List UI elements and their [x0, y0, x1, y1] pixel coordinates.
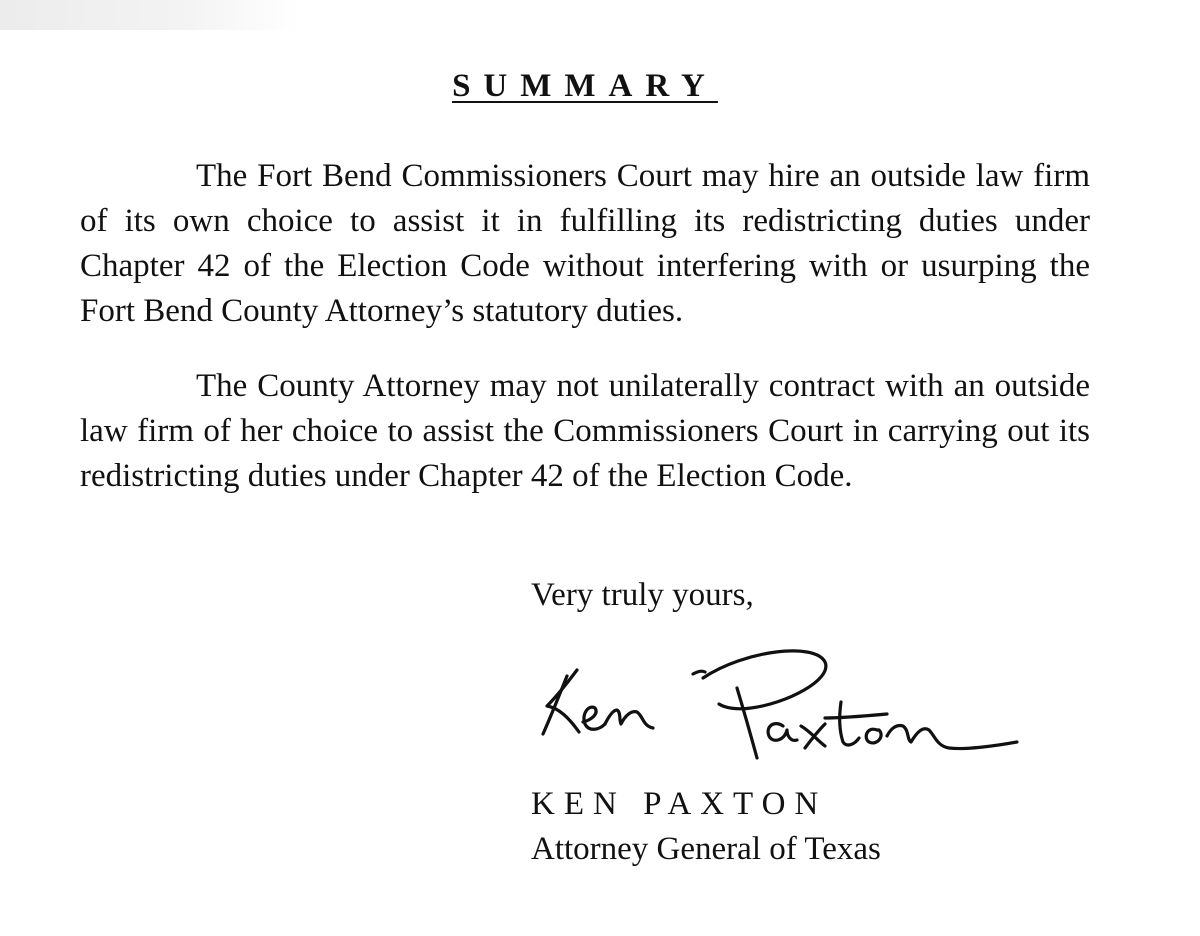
- scan-shadow: [0, 0, 300, 30]
- handwritten-signature: [525, 636, 1055, 766]
- summary-paragraph-2: The County Attorney may not unilaterally contract with an outside law firm of her choice to assist the Commissioners Court in carrying out its redistricting duties under Chapter 42 of the Election Code.: [80, 368, 1090, 494]
- closing-salutation: Very truly yours,: [531, 577, 754, 613]
- summary-heading: [0, 66, 1170, 106]
- summary-heading-text: SUMMARY: [452, 68, 718, 104]
- summary-paragraph-1: The Fort Bend Commissioners Court may hire an outside law firm of its own choice to assist it in fulfilling its redistricting duties under Chapter 42 of the Election Code without interfering with or usurping the Fort Bend County Attorney’s statutory duties.: [80, 158, 1090, 329]
- signer-title: Attorney General of Texas: [531, 831, 881, 867]
- signer-name: KEN PAXTON: [531, 786, 828, 822]
